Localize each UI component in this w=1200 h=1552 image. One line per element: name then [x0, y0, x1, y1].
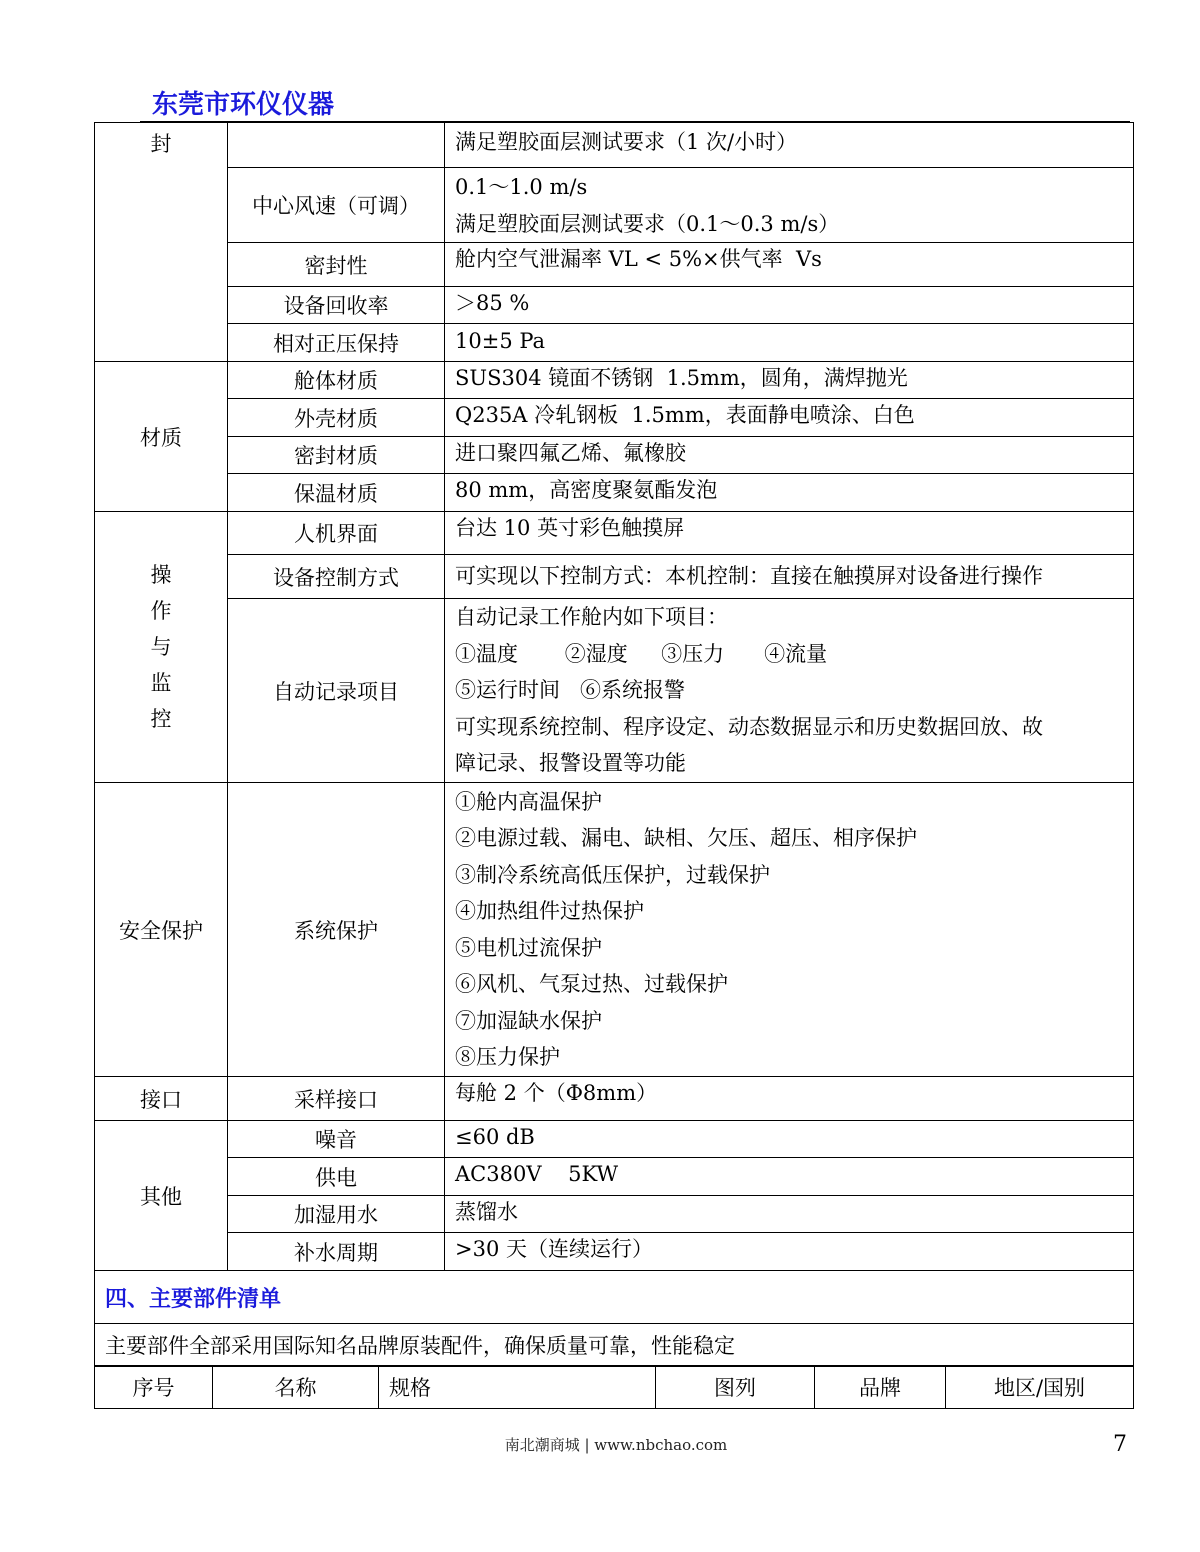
spec-value: 10±5 Pa: [445, 324, 1134, 362]
spec-item: 设备控制方式: [228, 555, 445, 599]
spec-item: 系统保护: [228, 783, 445, 1077]
table-row: [95, 783, 1134, 1077]
spec-item: 保温材质: [228, 474, 445, 512]
spec-item: [228, 123, 445, 168]
spec-value: 可实现以下控制方式：本机控制：直接在触摸屏对设备进行操作: [445, 555, 1134, 599]
group-label-material: 材质: [95, 362, 228, 512]
column-header-region: 地区/国别: [946, 1366, 1134, 1409]
spec-value: 舱内空气泄漏率 VL < 5%×供气率 Vs: [445, 243, 1134, 287]
spec-value: SUS304 镜面不锈钢 1.5mm，圆角，满焊抛光: [445, 362, 1134, 399]
table-row: [95, 399, 1134, 437]
table-row: [95, 599, 1134, 783]
spec-item: 密封性: [228, 243, 445, 287]
table-row: [95, 555, 1134, 599]
table-row: [95, 1271, 1134, 1324]
spec-value: ≤60 dB: [445, 1121, 1134, 1158]
spec-item: 密封材质: [228, 437, 445, 474]
table-row: [95, 1121, 1134, 1158]
spec-value: ＞85 %: [445, 287, 1134, 324]
spec-table: [94, 122, 1134, 1367]
table-row: [95, 123, 1134, 168]
spec-item: 舱体材质: [228, 362, 445, 399]
spec-value: 进口聚四氟乙烯、氟橡胶: [445, 437, 1134, 474]
table-row: [95, 362, 1134, 399]
table-row: [95, 437, 1134, 474]
group-label-interface: 接口: [95, 1077, 228, 1121]
spec-value: 台达 10 英寸彩色触摸屏: [445, 512, 1134, 555]
table-row: [95, 1196, 1134, 1233]
table-row: [95, 474, 1134, 512]
spec-item: 中心风速（可调）: [228, 168, 445, 243]
spec-value: 蒸馏水: [445, 1196, 1134, 1233]
spec-value: Q235A 冷轧钢板 1.5mm，表面静电喷涂、白色: [445, 399, 1134, 437]
page-footer: 南北潮商城 | www.nbchao.com: [504, 1436, 728, 1454]
group-label-safety: 安全保护: [95, 783, 228, 1077]
spec-value: 自动记录工作舱内如下项目： ①温度 ②湿度 ③压力 ④流量 ⑤运行时间 ⑥系统报警 可实现系统控制、程序设定、动态数据显示和历史数据回放、故 障记录、报警设置等功能: [445, 599, 1134, 783]
section-title: 四、主要部件清单: [95, 1271, 1134, 1324]
group-label-other: 其他: [95, 1121, 228, 1271]
spec-item: 噪音: [228, 1121, 445, 1158]
table-row: [95, 1233, 1134, 1271]
spec-item: 人机界面: [228, 512, 445, 555]
parts-list-table: [94, 1365, 1134, 1409]
table-row: [95, 1324, 1134, 1367]
spec-value: 80 mm，高密度聚氨酯发泡: [445, 474, 1134, 512]
group-label-seal: 封: [95, 123, 228, 362]
document-header-title: 东莞市环仪仪器: [152, 90, 335, 120]
table-row: [95, 243, 1134, 287]
spec-item: 供电: [228, 1158, 445, 1196]
spec-item: 设备回收率: [228, 287, 445, 324]
table-row: [95, 168, 1134, 243]
spec-item: 相对正压保持: [228, 324, 445, 362]
column-header-figure: 图列: [656, 1366, 815, 1409]
column-header-spec: 规格: [379, 1366, 656, 1409]
spec-value: >30 天（连续运行）: [445, 1233, 1134, 1271]
table-header-row: [95, 1366, 1134, 1409]
column-header-index: 序号: [95, 1366, 213, 1409]
group-label-operation: 操 作 与 监 控: [95, 512, 228, 783]
spec-item: 补水周期: [228, 1233, 445, 1271]
spec-value: AC380V 5KW: [445, 1158, 1134, 1196]
table-row: [95, 324, 1134, 362]
spec-item: 采样接口: [228, 1077, 445, 1121]
table-row: [95, 287, 1134, 324]
page-number: 7: [1113, 1432, 1127, 1457]
table-row: [95, 1158, 1134, 1196]
spec-value: 满足塑胶面层测试要求（1 次/小时）: [445, 123, 1134, 168]
column-header-brand: 品牌: [815, 1366, 946, 1409]
spec-item: 自动记录项目: [228, 599, 445, 783]
table-row: [95, 512, 1134, 555]
table-row: [95, 1077, 1134, 1121]
spec-value: ①舱内高温保护 ②电源过载、漏电、缺相、欠压、超压、相序保护 ③制冷系统高低压保护，过载保护 ④加热组件过热保护 ⑤电机过流保护 ⑥风机、气泵过热、过载保护 ⑦加湿缺水保护 ⑧压力保护: [445, 783, 1134, 1077]
spec-item: 外壳材质: [228, 399, 445, 437]
spec-item: 加湿用水: [228, 1196, 445, 1233]
column-header-name: 名称: [213, 1366, 379, 1409]
spec-value: 每舱 2 个（Φ8mm）: [445, 1077, 1134, 1121]
spec-value: 0.1～1.0 m/s 满足塑胶面层测试要求（0.1～0.3 m/s）: [445, 168, 1134, 243]
section-note: 主要部件全部采用国际知名品牌原装配件，确保质量可靠，性能稳定: [95, 1324, 1134, 1367]
